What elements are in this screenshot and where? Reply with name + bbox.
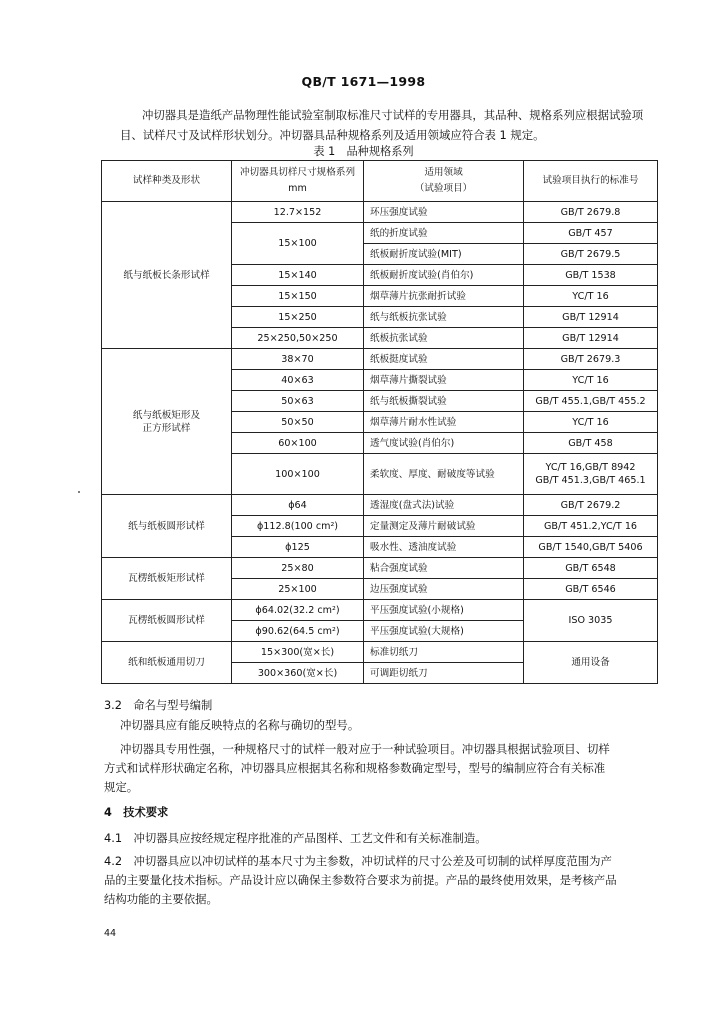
intro-paragraph: 冲切器具是造纸产品物理性能试验室制取标准尺寸试样的专用器具，其品种、规格系列应根据试验项目、试样尺寸及试样形状划分。冲切器具品种规格系列及适用领域应符合表 1 规定。 — [120, 108, 644, 142]
field-cell: 标准切纸刀 — [364, 642, 524, 663]
field-cell: 可调距切纸刀 — [364, 663, 524, 684]
size-cell: 60×100 — [232, 433, 364, 454]
group-label: 纸与纸板圆形试样 — [102, 495, 232, 558]
field-cell: 环压强度试验 — [364, 202, 524, 223]
standard-cell: YC/T 16 — [524, 286, 658, 307]
field-cell: 平压强度试验(小规格) — [364, 600, 524, 621]
size-cell: 15×250 — [232, 307, 364, 328]
standard-cell: GB/T 458 — [524, 433, 658, 454]
group-label: 纸与纸板矩形及 正方形试样 — [102, 349, 232, 495]
standard-cell: GB/T 12914 — [524, 307, 658, 328]
group-label: 瓦楞纸板矩形试样 — [102, 558, 232, 600]
size-cell: 15×100 — [232, 223, 364, 265]
group-label: 纸与纸板长条形试样 — [102, 202, 232, 349]
size-cell: 25×250,50×250 — [232, 328, 364, 349]
header-sample-type: 试样种类及形状 — [102, 161, 232, 202]
field-cell: 纸板挺度试验 — [364, 349, 524, 370]
section-3-2-p2a: 冲切器具专用性强，一种规格尺寸的试样一般对应于一种试验项目。冲切器具根据试验项目、切样 — [120, 742, 610, 756]
table-caption: 表 1 品种规格系列 — [313, 145, 414, 158]
table-row — [102, 495, 658, 516]
group-label: 瓦楞纸板圆形试样 — [102, 600, 232, 642]
field-cell: 定量测定及薄片耐破试验 — [364, 516, 524, 537]
scan-speck — [78, 491, 80, 493]
size-cell: 15×150 — [232, 286, 364, 307]
field-cell: 柔软度、厚度、耐破度等试验 — [364, 454, 524, 495]
size-cell: 40×63 — [232, 370, 364, 391]
header-standard: 试验项目执行的标准号 — [524, 161, 658, 202]
size-cell: 25×100 — [232, 579, 364, 600]
size-cell: 25×80 — [232, 558, 364, 579]
standard-cell: GB/T 455.1,GB/T 455.2 — [524, 391, 658, 412]
spec-table — [101, 160, 658, 684]
group-label: 纸和纸板通用切刀 — [102, 642, 232, 684]
standard-code-header: QB/T 1671—1998 — [301, 74, 426, 89]
field-cell: 边压强度试验 — [364, 579, 524, 600]
size-cell: ϕ64.02(32.2 cm²) — [232, 600, 364, 621]
field-cell: 烟草薄片耐水性试验 — [364, 412, 524, 433]
section-4-2c: 结构功能的主要依据。 — [104, 892, 218, 906]
size-cell: 50×50 — [232, 412, 364, 433]
size-cell: 38×70 — [232, 349, 364, 370]
size-cell: ϕ112.8(100 cm²) — [232, 516, 364, 537]
field-cell: 纸的折度试验 — [364, 223, 524, 244]
field-cell: 粘合强度试验 — [364, 558, 524, 579]
standard-cell: YC/T 16 — [524, 370, 658, 391]
page-number: 44 — [104, 928, 117, 939]
standard-cell: 通用设备 — [524, 642, 658, 684]
standard-cell: GB/T 12914 — [524, 328, 658, 349]
standard-cell: GB/T 1538 — [524, 265, 658, 286]
standard-cell: GB/T 1540,GB/T 5406 — [524, 537, 658, 558]
section-4-1: 4.1 冲切器具应按经规定程序批准的产品图样、工艺文件和有关标准制造。 — [104, 831, 487, 845]
size-cell: ϕ125 — [232, 537, 364, 558]
field-cell: 透湿度(盘式法)试验 — [364, 495, 524, 516]
section-4-2b: 品的主要量化技术指标。产品设计应以确保主参数符合要求为前提。产品的最终使用效果，是考核产品 — [104, 873, 617, 887]
size-cell: ϕ90.62(64.5 cm²) — [232, 621, 364, 642]
size-cell: 12.7×152 — [232, 202, 364, 223]
field-cell: 透气度试验(肖伯尔) — [364, 433, 524, 454]
field-cell: 纸板耐折度试验(肖伯尔) — [364, 265, 524, 286]
size-cell: 15×140 — [232, 265, 364, 286]
header-application: 适用领域 （试验项目） — [364, 161, 524, 202]
table-row — [102, 202, 658, 223]
size-cell: 50×63 — [232, 391, 364, 412]
header-size-series: 冲切器具切样尺寸规格系列 mm — [232, 161, 364, 202]
standard-cell: ISO 3035 — [524, 600, 658, 642]
standard-cell: GB/T 451.2,YC/T 16 — [524, 516, 658, 537]
section-3-2-p2b: 方式和试样形状确定名称，冲切器具应根据其名称和规格参数确定型号，型号的编制应符合有关标准 — [104, 761, 606, 775]
field-cell: 纸与纸板撕裂试验 — [364, 391, 524, 412]
standard-cell: GB/T 6546 — [524, 579, 658, 600]
standard-cell: GB/T 2679.2 — [524, 495, 658, 516]
table-row — [102, 642, 658, 663]
field-cell: 纸板抗张试验 — [364, 328, 524, 349]
standard-cell: GB/T 2679.3 — [524, 349, 658, 370]
standard-cell: GB/T 6548 — [524, 558, 658, 579]
table-row — [102, 558, 658, 579]
standard-cell: YC/T 16,GB/T 8942 GB/T 451.3,GB/T 465.1 — [524, 454, 658, 495]
section-3-2-p1: 冲切器具应有能反映特点的名称与确切的型号。 — [120, 718, 360, 732]
size-cell: 300×360(宽×长) — [232, 663, 364, 684]
standard-cell: GB/T 457 — [524, 223, 658, 244]
field-cell: 吸水性、透油度试验 — [364, 537, 524, 558]
table-row — [102, 349, 658, 370]
standard-cell: GB/T 2679.8 — [524, 202, 658, 223]
size-cell: ϕ64 — [232, 495, 364, 516]
section-3-2-p2c: 规定。 — [104, 780, 139, 794]
field-cell: 烟草薄片撕裂试验 — [364, 370, 524, 391]
size-cell: 15×300(宽×长) — [232, 642, 364, 663]
field-cell: 平压强度试验(大规格) — [364, 621, 524, 642]
field-cell: 纸与纸板抗张试验 — [364, 307, 524, 328]
table-row — [102, 600, 658, 621]
section-3-2-title: 3.2 命名与型号编制 — [104, 699, 213, 712]
standard-cell: YC/T 16 — [524, 412, 658, 433]
size-cell: 100×100 — [232, 454, 364, 495]
section-4-2a: 4.2 冲切器具应以冲切试样的基本尺寸为主参数，冲切试样的尺寸公差及可切制的试样厚度范围为产 — [104, 854, 612, 868]
section-4-title: 4 技术要求 — [104, 806, 169, 819]
field-cell: 烟草薄片抗张耐折试验 — [364, 286, 524, 307]
table-header-row — [102, 161, 658, 202]
field-cell: 纸板耐折度试验(MIT) — [364, 244, 524, 265]
standard-cell: GB/T 2679.5 — [524, 244, 658, 265]
